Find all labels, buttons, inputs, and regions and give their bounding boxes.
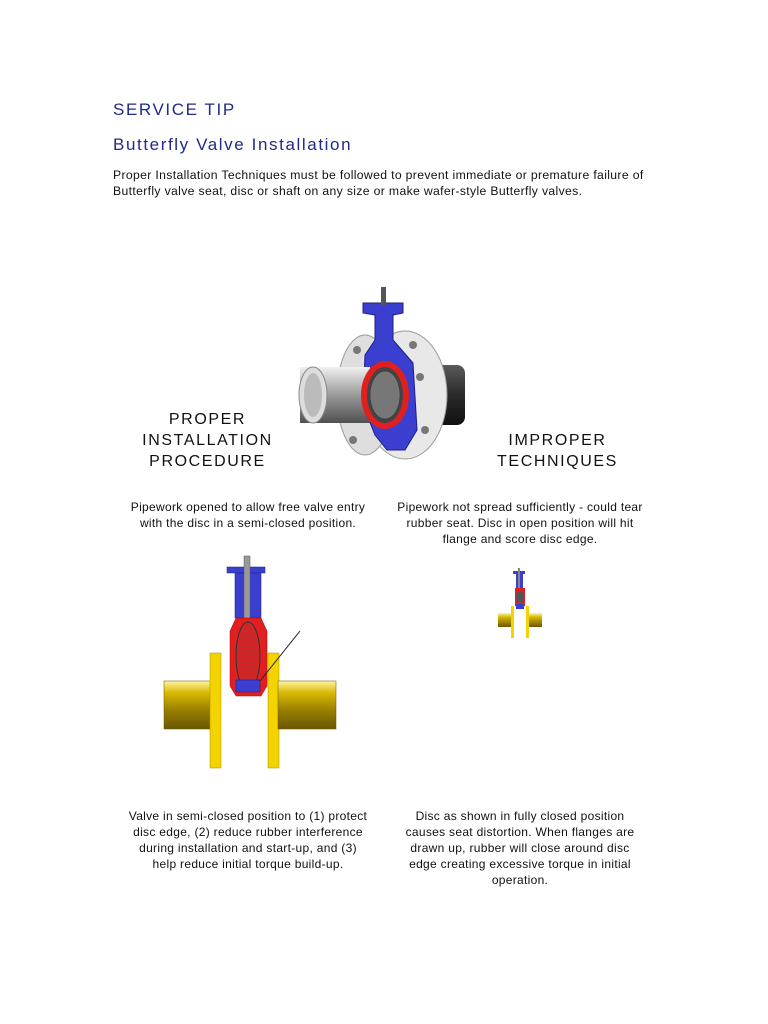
service-tip-heading: SERVICE TIP: [113, 100, 236, 119]
proper-caption-top: Pipework opened to allow free valve entry with the disc in a semi-closed position.: [130, 500, 366, 530]
proper-caption-bottom: Valve in semi-closed position to (1) protect disc edge, (2) reduce rubber interference during installation and start-up, and (3) help reduce initial torque build-up.: [128, 809, 368, 871]
intro-paragraph: Proper Installation Techniques must be followed to prevent immediate or premature failure of Butterfly valve seat, disc or shaft on any size or make wafer-style Butterfly valves.: [113, 168, 644, 198]
improper-caption-top: Pipework not spread sufficiently - could tear rubber seat. Disc in open position will hit flange and score disc edge.: [397, 500, 643, 546]
improper-caption-bottom: Disc as shown in fully closed position causes seat distortion. When flanges are drawn up, rubber will close around disc edge creating excessive torque in initial operation.: [405, 809, 635, 887]
improper-heading: IMPROPER TECHNIQUES: [497, 432, 618, 470]
improper-technique-diagram: [496, 568, 544, 640]
butterfly-valve-illustration: [295, 285, 475, 470]
proper-heading: PROPER INSTALLATION PROCEDURE: [142, 411, 273, 470]
page-title: Butterfly Valve Installation: [113, 135, 353, 154]
proper-installation-diagram: [160, 556, 340, 776]
